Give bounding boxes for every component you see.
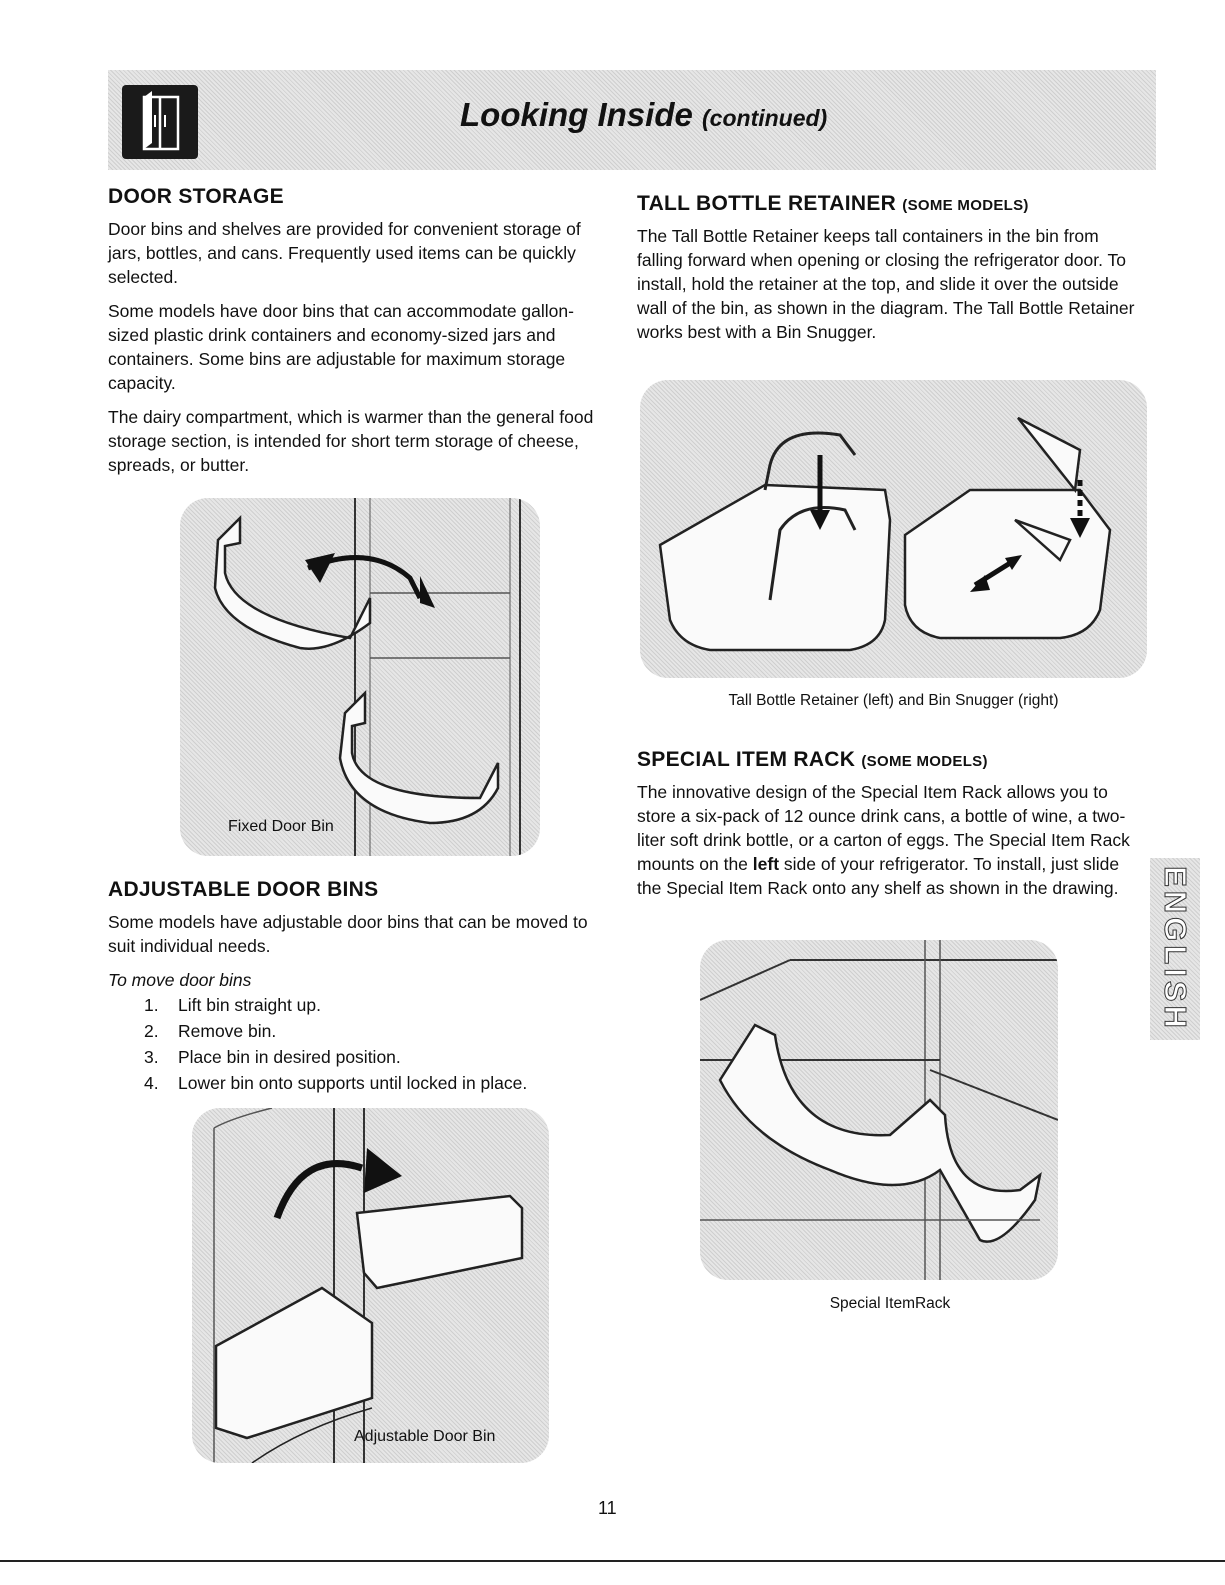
list-item: [108, 992, 613, 1018]
page-title-main: Looking Inside: [460, 96, 693, 133]
door-storage-heading: DOOR STORAGE: [108, 185, 284, 208]
page-title-sub: (continued): [702, 105, 828, 131]
special-rack-heading: SPECIAL ITEM RACK: [637, 748, 856, 771]
language-tab-label: ENGLISH: [1158, 866, 1194, 1032]
tall-bottle-heading: TALL BOTTLE RETAINER: [637, 192, 897, 215]
tall-bottle-para: The Tall Bottle Retainer keeps tall containers in the bin from falling forward when opening or closing the refrigerator door. To install, hold the retainer at the top, and slide it over the outside wall of the bin, as shown in the diagram. The Tall Bottle Retainer works best with a Bin Snugger.: [637, 226, 1135, 342]
refrigerator-icon: [122, 85, 198, 159]
language-tab: [1150, 858, 1200, 1040]
step-text: Place bin in desired position.: [178, 1047, 401, 1067]
step-text: Lift bin straight up.: [178, 995, 321, 1015]
door-storage-para-3: The dairy compartment, which is warmer than the general food storage section, is intended for short term storage of cheese, spreads, or butter.: [108, 407, 594, 475]
special-rack-para-text-end: side of your refrigerator. To install, just slide the Special Item Rack onto any shelf as shown in the drawing.: [637, 854, 1120, 898]
step-text: Lower bin onto supports until locked in place.: [178, 1073, 528, 1093]
door-storage-section: [108, 185, 613, 477]
door-storage-para-1: Door bins and shelves are provided for convenient storage of jars, bottles, and cans. Frequently used items can be quickly selected.: [108, 219, 581, 287]
step-number: 4.: [144, 1073, 159, 1093]
adjustable-door-bin-label: Adjustable Door Bin: [354, 1428, 496, 1445]
door-storage-para-2: Some models have door bins that can accommodate gallon-sized plastic drink containers and economy-sized jars and containers. Some bins are adjustable for maximum storage capacity.: [108, 301, 574, 393]
step-number: 3.: [144, 1047, 159, 1067]
step-number: 2.: [144, 1021, 159, 1041]
fixed-door-bin-label: Fixed Door Bin: [228, 818, 334, 835]
adjustable-door-bin-figure: [192, 1108, 549, 1463]
bottom-rule: [0, 1560, 1225, 1562]
special-rack-figure: [700, 940, 1058, 1280]
tall-bottle-note: (SOME MODELS): [902, 197, 1029, 214]
adjustable-bins-para: Some models have adjustable door bins that can be moved to suit individual needs.: [108, 912, 588, 956]
special-rack-para: [637, 780, 1142, 900]
tall-bottle-section: [637, 192, 1142, 344]
list-item: [108, 1070, 613, 1096]
special-rack-caption: Special ItemRack: [829, 1295, 951, 1312]
instructions-title: To move door bins: [108, 970, 252, 990]
tall-bottle-caption: Tall Bottle Retainer (left) and Bin Snugger (right): [728, 692, 1059, 709]
special-rack-section: [637, 748, 1142, 900]
list-item: [108, 1044, 613, 1070]
steps-list: [108, 992, 613, 1096]
step-text: Remove bin.: [178, 1021, 277, 1041]
tall-bottle-figure: [640, 380, 1147, 678]
special-rack-note: (SOME MODELS): [861, 753, 988, 770]
fixed-door-bin-figure: [180, 498, 540, 856]
adjustable-bins-heading: ADJUSTABLE DOOR BINS: [108, 878, 379, 901]
special-rack-para-text: The innovative design of the Special Item Rack allows you to store a six-pack of 12 ounce drink cans, a bottle of wine, a two-liter soft drink bottle, or a carton of eggs. The Special Item Rack mounts on the: [637, 782, 1130, 874]
special-rack-para-bold: left: [752, 854, 780, 874]
page-number: 11: [598, 1498, 617, 1518]
step-number: 1.: [144, 995, 159, 1015]
list-item: [108, 1018, 613, 1044]
page-title: [460, 96, 827, 134]
adjustable-bins-section: [108, 878, 613, 1096]
